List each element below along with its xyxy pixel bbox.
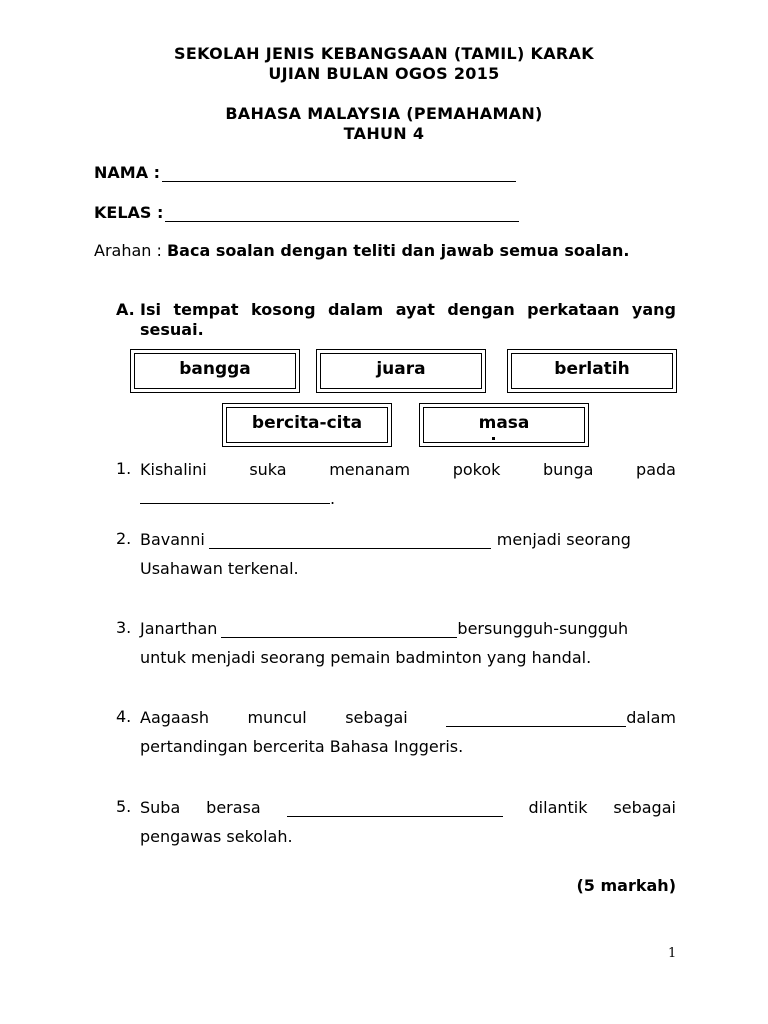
q1-word: suka — [249, 460, 287, 479]
answer-blank[interactable] — [221, 623, 457, 638]
word-box-bercita-cita — [222, 403, 392, 447]
word-box-berlatih — [507, 349, 677, 393]
q4-word: Aagaash — [140, 708, 209, 727]
answer-blank[interactable] — [446, 712, 626, 727]
q4-line2: pertandingan bercerita Bahasa Inggeris. — [140, 737, 464, 756]
question-3 — [116, 618, 676, 668]
q5-word: berasa — [206, 798, 261, 817]
q3-after: bersungguh-sungguh — [457, 619, 629, 638]
q1-word: Kishalini — [140, 460, 207, 479]
question-number: 1. — [116, 459, 132, 478]
marks-label: (5 markah) — [576, 876, 676, 895]
q5-word: dilantik — [528, 798, 588, 817]
question-number: 2. — [116, 529, 132, 548]
q4-word: sebagai — [345, 708, 408, 727]
q3-line2: untuk menjadi seorang pemain badminton yang handal. — [140, 648, 592, 667]
q3-before: Janarthan — [140, 619, 218, 638]
q1-word: menanam — [329, 460, 411, 479]
q4-word: muncul — [247, 708, 307, 727]
word-masa-box — [423, 407, 585, 443]
word-bercita-cita: bercita-cita — [226, 407, 388, 443]
word-berlatih: berlatih — [511, 353, 673, 389]
word-box-juara — [316, 349, 486, 393]
page-number: 1 — [668, 946, 677, 961]
answer-blank[interactable] — [140, 489, 330, 504]
q5-word: Suba — [140, 798, 181, 817]
word-juara: juara — [320, 353, 482, 389]
class-blank[interactable] — [165, 207, 519, 222]
section-a-text: Isi tempat kosong dalam ayat dengan perkataan yang sesuai. — [140, 300, 676, 339]
answer-blank[interactable] — [209, 534, 491, 549]
q4-after: dalam — [626, 708, 676, 727]
instruction-label: Arahan : — [94, 241, 167, 260]
question-number: 4. — [116, 707, 132, 726]
dot-mark — [492, 437, 495, 440]
instruction-text: Baca soalan dengan teliti dan jawab semua soalan. — [166, 241, 630, 260]
question-5 — [116, 797, 676, 847]
q1-word: bunga — [543, 460, 594, 479]
year-title: TAHUN 4 — [343, 124, 425, 143]
q1-period: . — [330, 489, 336, 508]
section-a — [116, 300, 676, 340]
q5-line2: pengawas sekolah. — [140, 827, 293, 846]
class-label: KELAS : — [94, 203, 164, 222]
name-label: NAMA : — [94, 163, 161, 182]
question-1 — [116, 459, 676, 509]
q1-word: pokok — [452, 460, 501, 479]
subject-title: BAHASA MALAYSIA (PEMAHAMAN) — [225, 104, 543, 123]
name-blank[interactable] — [162, 167, 516, 182]
school-name: SEKOLAH JENIS KEBANGSAAN (TAMIL) KARAK — [174, 44, 594, 63]
word-masa: masa — [478, 413, 530, 433]
word-box-bangga — [130, 349, 300, 393]
instruction — [94, 241, 676, 261]
word-bangga: bangga — [134, 353, 296, 389]
q2-after: menjadi seorang — [496, 530, 631, 549]
question-number: 3. — [116, 618, 132, 637]
answer-blank[interactable] — [287, 802, 503, 817]
section-a-label: A. — [116, 300, 135, 319]
name-field[interactable] — [94, 163, 516, 182]
q2-before: Bavanni — [140, 530, 205, 549]
q2-line2: Usahawan terkenal. — [140, 559, 299, 578]
question-number: 5. — [116, 797, 132, 816]
question-2 — [116, 529, 676, 579]
class-field[interactable] — [94, 203, 519, 222]
q5-word: sebagai — [613, 798, 676, 817]
exam-title: UJIAN BULAN OGOS 2015 — [268, 64, 500, 83]
q1-word: pada — [636, 460, 676, 479]
word-box-masa — [419, 403, 589, 447]
question-4 — [116, 707, 676, 757]
